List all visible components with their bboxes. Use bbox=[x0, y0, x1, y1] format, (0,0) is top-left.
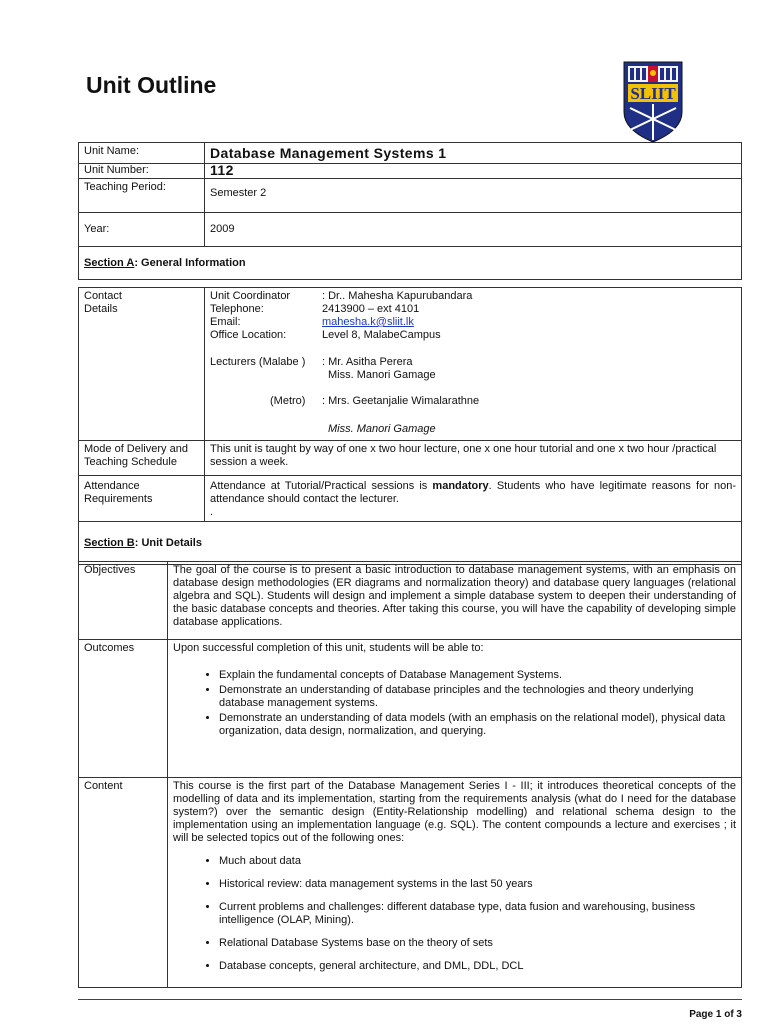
unit-name-label: Unit Name: bbox=[79, 143, 205, 164]
content-list bbox=[173, 855, 736, 973]
teaching-period-label: Teaching Period: bbox=[79, 179, 205, 213]
unit-number-label: Unit Number: bbox=[79, 164, 205, 179]
list-item: • Historical review: data management systems in the last 50 years bbox=[219, 878, 736, 891]
page-title: Unit Outline bbox=[86, 72, 217, 98]
attendance-text-2: . Students who have legitimate reasons for non-attendance should contact the lecturer. bbox=[210, 480, 736, 505]
teaching-period-value: Semester 2 bbox=[205, 179, 742, 213]
contact-label-line-1: Contact bbox=[84, 290, 122, 302]
content-intro: This course is the first part of the Database Management Series I - III; it introduces theoretical concepts of the modelling of data and its implementation, starting from the requirements analysis (what do I need for the database system?) over the semantic design (Entity-Relationship modelling) and relational schema design to the implementation using an implementation language (e.g. SQL). The content compounds a lecture and exercises ; it will be selected topics out of the following ones: bbox=[173, 780, 736, 844]
section-b-heading bbox=[79, 522, 742, 565]
lecturer-1: : Mr. Asitha Perera bbox=[322, 356, 413, 368]
year-value: 2009 bbox=[205, 213, 742, 247]
list-item: • Much about data bbox=[219, 855, 736, 868]
email-label: Email: bbox=[210, 316, 241, 328]
section-a-heading bbox=[79, 247, 742, 280]
telephone-value: 2413900 – ext 4101 bbox=[322, 303, 420, 315]
outcomes-list bbox=[173, 669, 736, 738]
section-a-title: : General Information bbox=[134, 257, 246, 269]
delivery-value: This unit is taught by way of one x two hour lecture, one x one hour tutorial and one x two hour /practical session a week. bbox=[205, 441, 742, 476]
list-item: • Demonstrate an understanding of data models (with an emphasis on the relational model), physical data organization, data design, normalization, and querying. bbox=[219, 712, 736, 738]
attendance-label: Attendance Requirements bbox=[79, 476, 205, 522]
unit-info-table bbox=[78, 142, 742, 280]
section-a-table bbox=[78, 287, 742, 565]
section-a-prefix: Section A bbox=[84, 257, 135, 269]
outcomes-label: Outcomes bbox=[79, 640, 168, 778]
unit-name-value: Database Management Systems 1 bbox=[205, 143, 742, 164]
coordinator-label: Unit Coordinator bbox=[210, 290, 291, 302]
unit-number-value: 112 bbox=[205, 164, 742, 179]
content-label: Content bbox=[79, 778, 168, 988]
section-b-table bbox=[78, 561, 742, 988]
list-item: • Relational Database Systems base on the theory of sets bbox=[219, 937, 736, 950]
outcomes-intro: Upon successful completion of this unit, students will be able to: bbox=[173, 642, 484, 654]
attendance-mandatory: mandatory bbox=[432, 480, 489, 492]
metro-value: : Mrs. Geetanjalie Wimalarathne bbox=[322, 395, 480, 407]
objectives-value: The goal of the course is to present a basic introduction to database management systems, with an emphasis on database design methodologies (ER diagrams and normalization theory) and database query languages (relational algebra and SQL). Students will design and implement a simple database system to deepen their understanding of the basic database concepts and theories. After taking this course, you will have the capability of developing simple database applications. bbox=[168, 562, 742, 640]
section-b-title: : Unit Details bbox=[134, 537, 202, 549]
section-b-prefix: Section B bbox=[84, 537, 135, 549]
attendance-text-1: Attendance at Tutorial/Practical sessions is bbox=[210, 480, 433, 492]
lecturers-label: Lecturers (Malabe ) bbox=[210, 356, 306, 368]
logo-text: SLIIT bbox=[630, 84, 676, 103]
outcomes-cell bbox=[168, 640, 742, 778]
office-label: Office Location: bbox=[210, 329, 287, 341]
list-item: • Database concepts, general architecture, and DML, DDL, DCL bbox=[219, 960, 736, 973]
delivery-label: Mode of Delivery and Teaching Schedule bbox=[79, 441, 205, 476]
list-item: • Demonstrate an understanding of database principles and the technologies and theory underlying database management systems. bbox=[219, 684, 736, 710]
contact-details-label bbox=[79, 288, 205, 441]
year-label: Year: bbox=[79, 213, 205, 247]
sliit-logo bbox=[622, 60, 684, 144]
list-item: • Explain the fundamental concepts of Database Management Systems. bbox=[219, 669, 736, 682]
italic-lecturer-name: Miss. Manori Gamage bbox=[328, 423, 436, 435]
footer-divider bbox=[78, 999, 742, 1000]
list-item: • Current problems and challenges: different database type, data fusion and warehousing, business intelligence (OLAP, Mining). bbox=[219, 901, 736, 927]
attendance-value bbox=[205, 476, 742, 522]
content-cell bbox=[168, 778, 742, 988]
email-link[interactable]: mahesha.k@sliit.lk bbox=[322, 316, 414, 328]
attendance-dot: . bbox=[210, 506, 214, 518]
telephone-label: Telephone: bbox=[210, 303, 264, 315]
metro-label: (Metro) bbox=[270, 395, 306, 407]
coordinator-value: : Dr.. Mahesha Kapurubandara bbox=[322, 290, 473, 302]
lecturer-2: Miss. Manori Gamage bbox=[328, 369, 436, 381]
objectives-label: Objectives bbox=[79, 562, 168, 640]
contact-label-line-2: Details bbox=[84, 303, 118, 315]
contact-details bbox=[205, 288, 742, 441]
office-value: Level 8, MalabeCampus bbox=[322, 329, 441, 341]
page-number: Page 1 of 3 bbox=[689, 1009, 742, 1020]
